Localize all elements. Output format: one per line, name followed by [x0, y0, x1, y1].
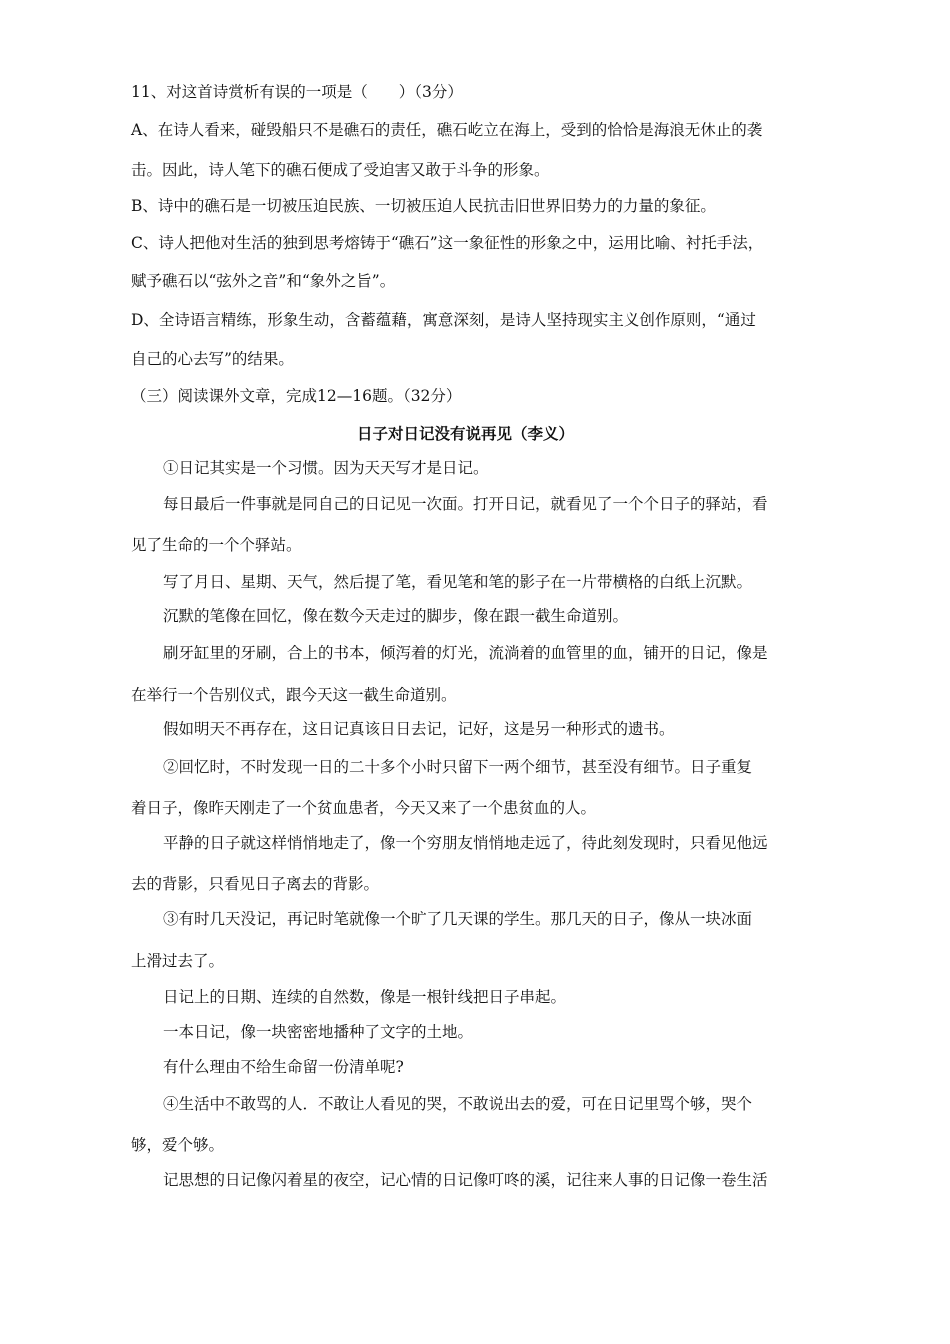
question-11-stem: 11、对这首诗赏析有误的一项是（ ）（3分）: [131, 83, 463, 101]
option-a-line-2: 击。因此，诗人笔下的礁石便成了受迫害又敢于斗争的形象。: [131, 161, 550, 179]
option-c-line-2: 赋予礁石以“弦外之音”和“象外之旨”。: [131, 272, 396, 290]
paragraph-8-line-2: 去的背影，只看见日子离去的背影。: [131, 875, 380, 893]
paragraph-4-line-1: 沉默的笔像在回忆，像在数今天走过的脚步，像在跟一截生命道别。: [163, 607, 629, 625]
paragraph-8-line-1: 平静的日子就这样悄悄地走了，像一个穷朋友悄悄地走远了，待此刻发现时，只看见他远: [163, 834, 768, 852]
option-d-line-2: 自己的心去写”的结果。: [131, 350, 294, 368]
option-b-line-1: B、诗中的礁石是一切被压迫民族、一切被压迫人民抗击旧世界旧势力的力量的象征。: [131, 197, 716, 215]
option-c-line-1: C、诗人把他对生活的独到思考熔铸于“礁石”这一象征性的形象之中，运用比喻、衬托手法，: [131, 234, 764, 252]
paragraph-5-line-2: 在举行一个告别仪式，跟今天这一截生命道别。: [131, 686, 457, 704]
paragraph-13-line-2: 够，爱个够。: [131, 1136, 225, 1154]
option-a-line-1: A、在诗人看来，碰毁船只不是礁石的责任，礁石屹立在海上，受到的恰恰是海浪无休止的袭: [131, 121, 763, 139]
paragraph-10-line-1: 日记上的日期、连续的自然数，像是一根针线把日子串起。: [163, 988, 567, 1006]
paragraph-9-line-2: 上滑过去了。: [131, 952, 225, 970]
paragraph-5-line-1: 刷牙缸里的牙刷，合上的书本，倾泻着的灯光，流淌着的血管里的血，铺开的日记，像是: [163, 644, 768, 662]
paragraph-7-line-1: ②回忆时，不时发现一日的二十多个小时只留下一两个细节，甚至没有细节。日子重复: [163, 758, 753, 776]
paragraph-9-line-1: ③有时几天没记，再记时笔就像一个旷了几天课的学生。那几天的日子，像从一块冰面: [163, 910, 753, 928]
paragraph-7-line-2: 着日子，像昨天刚走了一个贫血患者，今天又来了一个患贫血的人。: [131, 799, 597, 817]
option-d-line-1: D、全诗语言精练，形象生动，含蓄蕴藉，寓意深刻，是诗人坚持现实主义创作原则，“通过: [131, 311, 756, 329]
article-title: 日子对日记没有说再见（李义）: [357, 424, 575, 443]
paragraph-3-line-1: 写了月日、星期、天气，然后提了笔，看见笔和笔的影子在一片带横格的白纸上沉默。: [163, 573, 753, 591]
paragraph-11-line-1: 一本日记，像一块密密地播种了文字的土地。: [163, 1023, 474, 1041]
paragraph-14-line-1: 记思想的日记像闪着星的夜空，记心情的日记像叮咚的溪，记往来人事的日记像一卷生活: [163, 1171, 768, 1189]
paragraph-6-line-1: 假如明天不再存在，这日记真该日日去记，记好，这是另一种形式的遗书。: [163, 720, 675, 738]
paragraph-13-line-1: ④生活中不敢骂的人．不敢让人看见的哭，不敢说出去的爱，可在日记里骂个够，哭个: [163, 1095, 753, 1113]
section-3-heading: （三）阅读课外文章，完成12—16题。（32分）: [131, 387, 462, 405]
paragraph-1-line-1: ①日记其实是一个习惯。因为天天写才是日记。: [163, 459, 489, 477]
paragraph-2-line-1: 每日最后一件事就是同自己的日记见一次面。打开日记，就看见了一个个日子的驿站，看: [163, 495, 768, 513]
paragraph-12-line-1: 有什么理由不给生命留一份清单呢?: [163, 1058, 404, 1076]
paragraph-2-line-2: 见了生命的一个个驿站。: [131, 536, 302, 554]
